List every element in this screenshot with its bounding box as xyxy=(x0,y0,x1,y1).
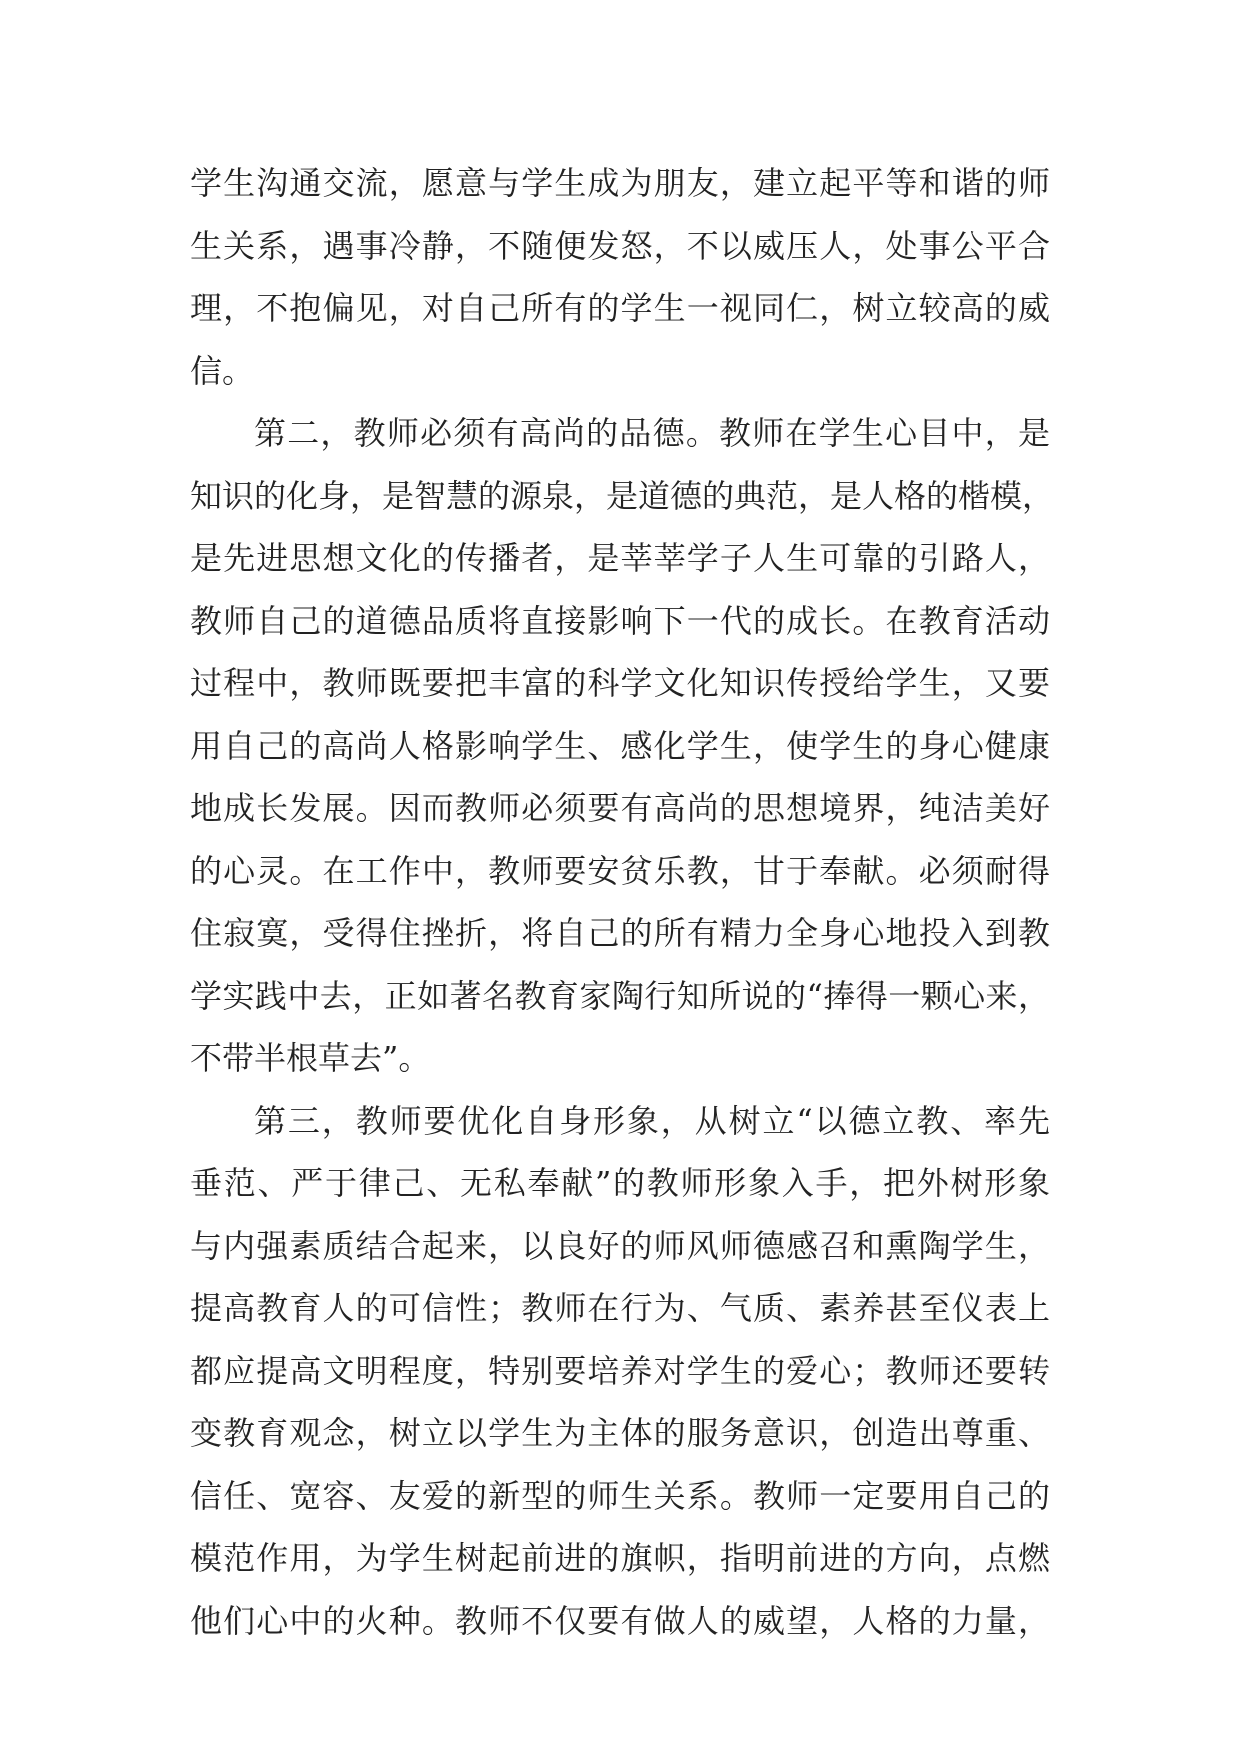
document-body xyxy=(190,152,1055,1652)
text-line: 都应提高文明程度，特别要培养对学生的爱心；教师还要转 xyxy=(190,1351,1050,1390)
text-line: 生关系，遇事冷静，不随便发怒，不以威压人，处事公平合 xyxy=(190,226,1050,265)
text-line: 垂范、严于律己、无私奉献”的教师形象入手，把外树形象 xyxy=(190,1164,1050,1202)
text-line: 地成长发展。因而教师必须要有高尚的思想境界，纯洁美好 xyxy=(190,789,1050,827)
text-line: 不带半根草去”。 xyxy=(190,1039,431,1077)
text-line: 与内强素质结合起来，以良好的师风师德感召和熏陶学生， xyxy=(190,1226,1050,1265)
text-line: 变教育观念，树立以学生为主体的服务意识，创造出尊重、 xyxy=(190,1414,1050,1452)
text-line: 信任、宽容、友爱的新型的师生关系。教师一定要用自己的 xyxy=(190,1476,1050,1515)
text-line: 第三，教师要优化自身形象，从树立“以德立教、率先 xyxy=(254,1101,1050,1140)
text-line: 理，不抱偏见，对自己所有的学生一视同仁，树立较高的威 xyxy=(190,289,1050,327)
text-line: 的心灵。在工作中，教师要安贫乐教，甘于奉献。必须耐得 xyxy=(190,851,1050,890)
text-line: 住寂寞，受得住挫折，将自己的所有精力全身心地投入到教 xyxy=(190,914,1050,952)
text-line: 知识的化身，是智慧的源泉，是道德的典范，是人格的楷模， xyxy=(190,476,1055,515)
text-line: 信。 xyxy=(190,351,255,390)
text-line: 教师自己的道德品质将直接影响下一代的成长。在教育活动 xyxy=(190,601,1050,640)
text-line: 他们心中的火种。教师不仅要有做人的威望，人格的力量， xyxy=(190,1601,1050,1640)
text-line: 过程中，教师既要把丰富的科学文化知识传授给学生，又要 xyxy=(190,664,1050,702)
text-line: 学实践中去，正如著名教育家陶行知所说的“捧得一颗心来， xyxy=(190,976,1050,1015)
text-line: 模范作用，为学生树起前进的旗帜，指明前进的方向，点燃 xyxy=(190,1539,1050,1577)
text-line: 是先进思想文化的传播者，是莘莘学子人生可靠的引路人， xyxy=(190,539,1050,577)
text-line: 学生沟通交流，愿意与学生成为朋友，建立起平等和谐的师 xyxy=(190,164,1050,202)
text-line: 第二，教师必须有高尚的品德。教师在学生心目中，是 xyxy=(254,414,1050,452)
paragraph-2 xyxy=(190,402,1055,1090)
paragraph-3 xyxy=(190,1090,1050,1653)
paragraph-1 xyxy=(190,152,1050,402)
text-line: 用自己的高尚人格影响学生、感化学生，使学生的身心健康 xyxy=(190,726,1050,765)
text-line: 提高教育人的可信性；教师在行为、气质、素养甚至仪表上 xyxy=(190,1289,1050,1327)
